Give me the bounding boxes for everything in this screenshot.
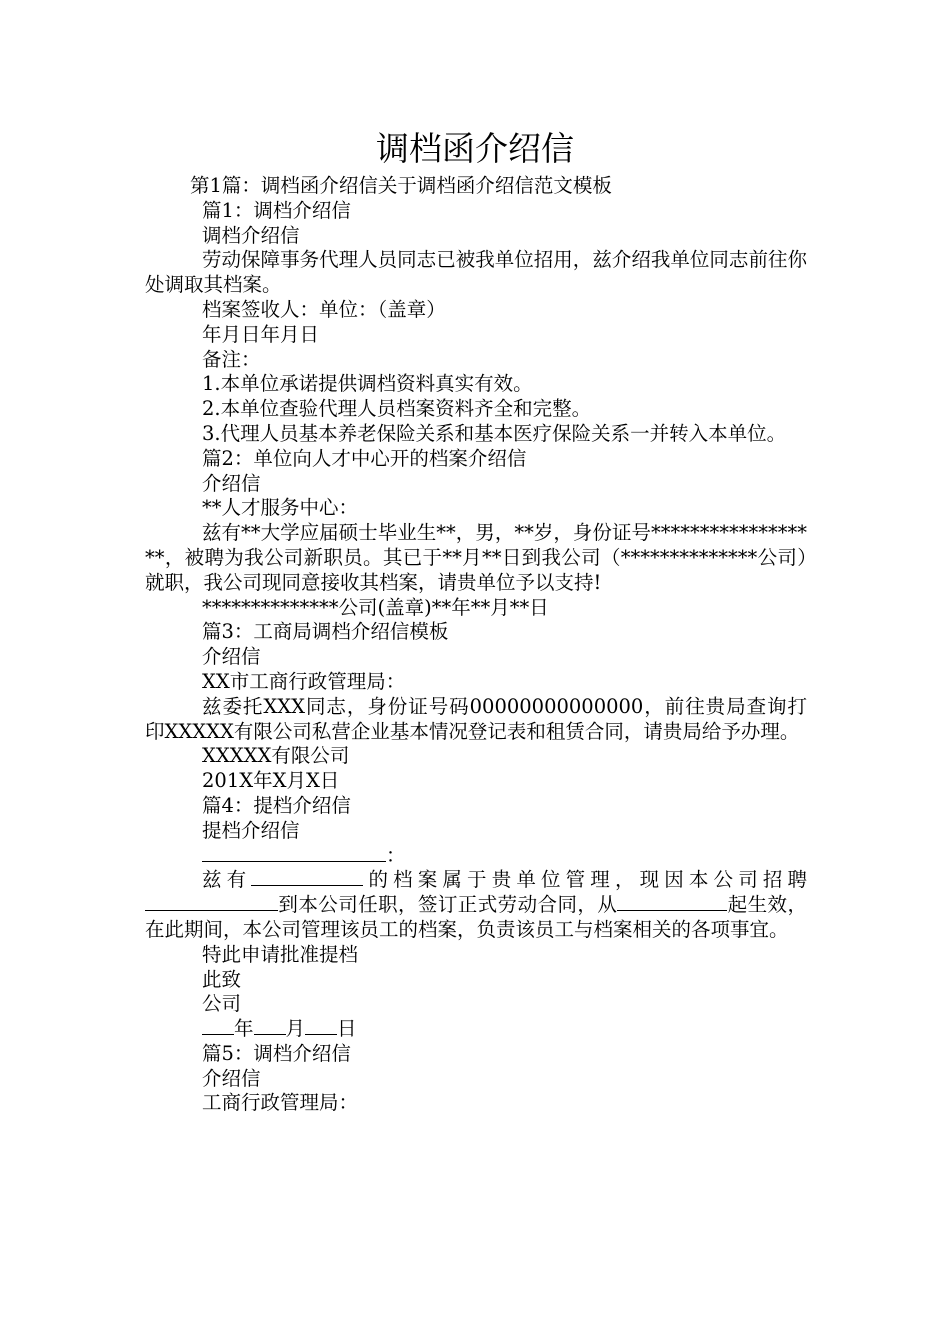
- blank-field: [202, 844, 386, 862]
- paragraph: XX市工商行政管理局：: [202, 669, 406, 693]
- document-title: 调档函介绍信: [376, 129, 574, 168]
- paragraph: **************公司(盖章)**年**月**日: [202, 595, 549, 619]
- paragraph: 特此申请批准提档: [202, 942, 359, 966]
- paragraph: 篇1：调档介绍信: [202, 198, 351, 222]
- document-body: [145, 174, 807, 1116]
- paragraph: 提档介绍信: [202, 818, 300, 842]
- colon: ：: [386, 843, 406, 867]
- date-line: 年 月 日: [145, 1017, 807, 1042]
- paragraph: 篇2：单位向人才中心开的档案介绍信: [202, 446, 527, 470]
- paragraph: 第1篇：调档函介绍信关于调档函介绍信范文模板: [190, 174, 612, 197]
- paragraph-list: [145, 174, 807, 844]
- paragraph: 篇3：工商局调档介绍信模板: [202, 620, 449, 644]
- paragraph: 备注：: [202, 347, 261, 371]
- blank-field: [202, 1017, 234, 1035]
- paragraph: 介绍信: [202, 471, 261, 495]
- paragraph: 工商行政管理局：: [202, 1091, 359, 1115]
- paragraph: 介绍信: [202, 1066, 261, 1090]
- paragraph: 年月日年月日: [202, 322, 320, 346]
- paragraph: 201X年X月X日: [202, 769, 340, 793]
- paragraph: 兹委托XXX同志，身份证号码00000000000000，前往贵局查询打印XXXXX有限公司私营企业基本情况登记表和租赁合同，请贵局给予办理。: [145, 694, 807, 743]
- blank-field: [254, 1017, 286, 1035]
- paragraph: XXXXX有限公司: [202, 744, 350, 768]
- paragraph: 兹有**大学应届硕士毕业生**，男，**岁，身份证号******************，被聘为我公司新职员。其已于**月**日到我公司（**************公司）就职，我公司现同意接收其档案，请贵单位予以支持!: [145, 521, 807, 594]
- paragraph: 1.本单位承诺提供调档资料真实有效。: [202, 372, 533, 396]
- blank-field: [305, 1017, 337, 1035]
- paragraph: 此致: [202, 967, 242, 991]
- paragraph: 2.本单位查验代理人员档案资料齐全和完整。: [202, 397, 592, 421]
- paragraph: 劳动保障事务代理人员同志已被我单位招用，兹介绍我单位同志前往你处调取其档案。: [145, 248, 807, 297]
- paragraph: 介绍信: [202, 645, 261, 669]
- closing-list: [145, 943, 807, 1017]
- tail-list: [145, 1042, 807, 1116]
- paragraph: 3.代理人员基本养老保险关系和基本医疗保险关系一并转入本单位。: [202, 421, 787, 445]
- paragraph: 公司: [202, 992, 242, 1016]
- employment-paragraph: 兹有 的档案属于贵单位管理，现因本公司招聘到本公司任职，签订正式劳动合同，从 起生效，在此期间，本公司管理该员工的档案，负责该员工与档案相关的各项事宜。: [145, 868, 807, 941]
- paragraph: 篇5：调档介绍信: [202, 1041, 351, 1065]
- blank-field: [617, 893, 727, 911]
- paragraph: 篇4：提档介绍信: [202, 793, 351, 817]
- paragraph: **人才服务中心：: [202, 496, 359, 520]
- paragraph: 档案签收人：单位：（盖章）: [202, 297, 446, 321]
- blank-field: [145, 893, 278, 911]
- blank-field: [251, 868, 363, 886]
- paragraph: 调档介绍信: [202, 223, 300, 247]
- blank-salutation-line: [145, 844, 807, 869]
